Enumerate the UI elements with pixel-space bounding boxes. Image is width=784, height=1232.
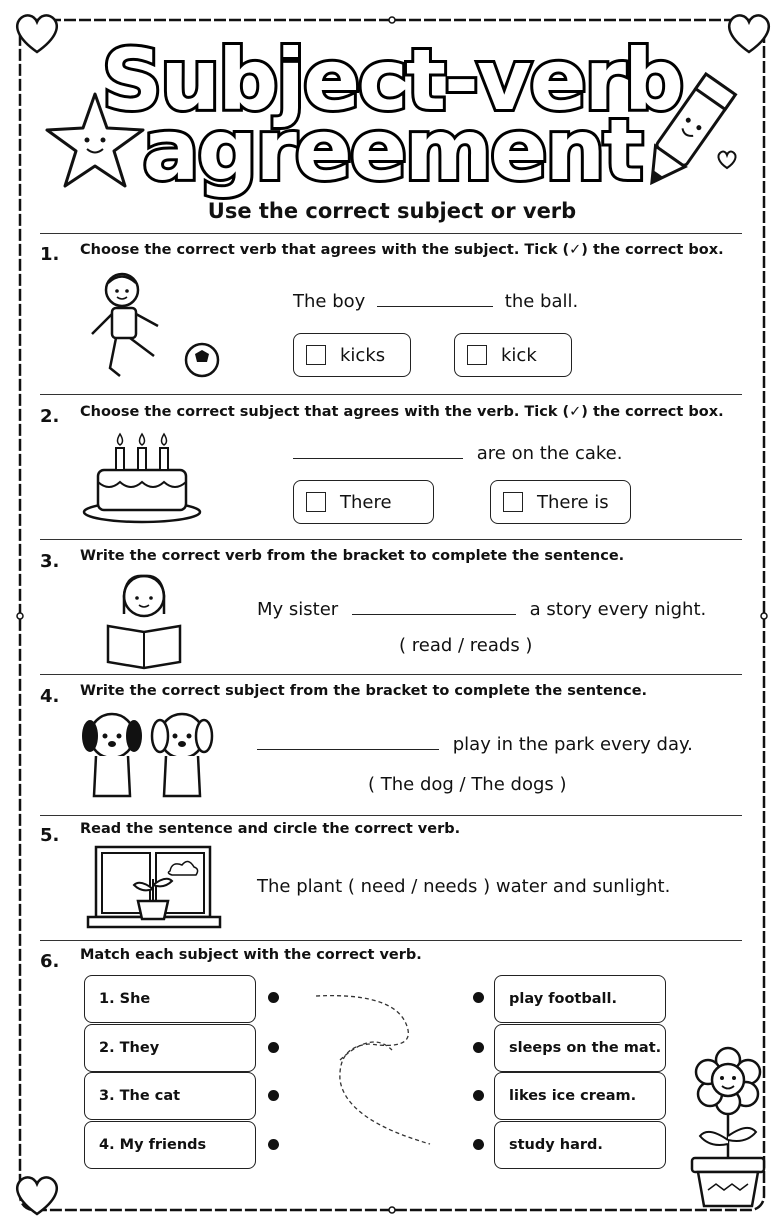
question-instruction: Read the sentence and circle the correct verb. — [80, 821, 461, 837]
question-instruction: Write the correct verb from the bracket to complete the sentence. — [80, 548, 625, 564]
answer-blank[interactable] — [293, 458, 463, 459]
option-label: kicks — [340, 344, 386, 366]
match-dot-right[interactable] — [473, 1139, 484, 1150]
birthday-cake-illustration — [80, 430, 210, 530]
sentence-start: My sister — [257, 599, 339, 620]
option-kicks[interactable] — [293, 333, 411, 377]
match-dot-left[interactable] — [268, 1042, 279, 1053]
question-number: 3. — [40, 551, 60, 572]
question-number: 5. — [40, 825, 60, 846]
checkbox[interactable] — [306, 345, 326, 365]
subject-label: 4. My friends — [99, 1137, 207, 1153]
match-verb-item[interactable] — [494, 1121, 666, 1169]
match-subject-item[interactable] — [84, 1072, 256, 1120]
divider — [40, 539, 742, 540]
sentence-end: the ball. — [504, 291, 579, 312]
window-plant-illustration — [86, 843, 226, 933]
question-instruction: Choose the correct verb that agrees with the subject. Tick (✓) the correct box. — [80, 242, 724, 258]
match-verb-item[interactable] — [494, 1072, 666, 1120]
option-label: There — [340, 491, 392, 513]
option-kick[interactable] — [454, 333, 572, 377]
match-dot-right[interactable] — [473, 992, 484, 1003]
question-number: 6. — [40, 951, 60, 972]
option-there[interactable] — [293, 480, 434, 524]
answer-blank[interactable] — [377, 306, 493, 307]
match-verb-item[interactable] — [494, 975, 666, 1023]
checkbox[interactable] — [306, 492, 326, 512]
verb-label: likes ice cream. — [509, 1088, 637, 1104]
match-subject-item[interactable] — [84, 1121, 256, 1169]
sentence-end: a story every night. — [529, 599, 707, 620]
flower-pot-illustration — [688, 1040, 768, 1210]
page-title-line2: agreement — [142, 101, 642, 199]
question-number: 1. — [40, 244, 60, 265]
checkbox[interactable] — [503, 492, 523, 512]
option-label: There is — [537, 491, 609, 513]
divider — [40, 233, 742, 234]
checkbox[interactable] — [467, 345, 487, 365]
question-number: 2. — [40, 406, 60, 427]
bracket-options: ( read / reads ) — [399, 635, 533, 656]
match-subject-item[interactable] — [84, 1024, 256, 1072]
verb-label: play football. — [509, 991, 617, 1007]
subject-label: 2. They — [99, 1040, 160, 1056]
sentence-end: play in the park every day. — [452, 734, 693, 755]
question-number: 4. — [40, 686, 60, 707]
girl-reading-illustration — [102, 570, 192, 670]
divider — [40, 940, 742, 941]
question-instruction: Write the correct subject from the bracket to complete the sentence. — [80, 683, 648, 699]
match-subject-item[interactable] — [84, 975, 256, 1023]
match-dot-right[interactable] — [473, 1042, 484, 1053]
subtitle: Use the correct subject or verb — [207, 199, 577, 223]
option-label: kick — [501, 344, 537, 366]
boy-kicking-ball-illustration — [80, 268, 220, 388]
question-instruction: Match each subject with the correct verb. — [80, 947, 422, 963]
star-icon — [40, 88, 150, 198]
sentence-end: are on the cake. — [476, 443, 623, 464]
match-dot-right[interactable] — [473, 1090, 484, 1101]
divider — [40, 815, 742, 816]
answer-blank[interactable] — [257, 749, 439, 750]
divider — [40, 674, 742, 675]
question-instruction: Choose the correct subject that agrees with the verb. Tick (✓) the correct box. — [80, 404, 724, 420]
match-verb-item[interactable] — [494, 1024, 666, 1072]
answer-blank[interactable] — [352, 614, 516, 615]
verb-label: study hard. — [509, 1137, 603, 1153]
subject-label: 1. She — [99, 991, 151, 1007]
verb-label: sleeps on the mat. — [509, 1040, 662, 1056]
match-dot-left[interactable] — [268, 992, 279, 1003]
pencil-icon — [638, 66, 738, 196]
page-title: Subject-verb — [101, 31, 683, 129]
divider — [40, 394, 742, 395]
circle-verb-sentence[interactable]: The plant ( need / needs ) water and sunlight. — [257, 876, 671, 897]
heart-icon — [12, 1172, 62, 1218]
match-dot-left[interactable] — [268, 1139, 279, 1150]
two-dogs-illustration — [76, 706, 216, 806]
option-there-is[interactable] — [490, 480, 631, 524]
subject-label: 3. The cat — [99, 1088, 181, 1104]
sentence-start: The boy — [293, 291, 366, 312]
match-dot-left[interactable] — [268, 1090, 279, 1101]
bracket-options: ( The dog / The dogs ) — [368, 774, 567, 795]
